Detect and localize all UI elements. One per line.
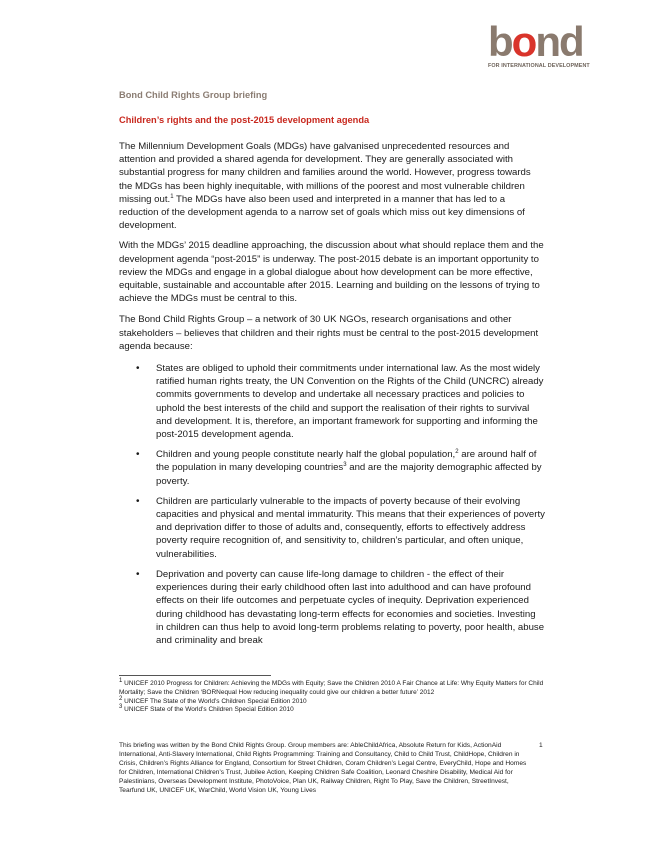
bullet-icon: •: [136, 449, 140, 461]
bullet-icon: •: [136, 568, 140, 580]
body-text: [119, 140, 545, 353]
logo-tagline: FOR INTERNATIONAL DEVELOPMENT: [488, 63, 590, 69]
list-item: • Deprivation and poverty can cause life-long damage to children - the effect of their experiences during their early childhood often last into adulthood and can have profound effects on their life outcomes and perpetuate cycles of inequity. Deprivation experienced during childhood has devastating long-term effects for economies and societies. Investing in children can thus help to avoid long-term problems relating to poverty, poor health, abuse and criminality and break: [136, 568, 545, 646]
paragraph-group: The Bond Child Rights Group – a network of 30 UK NGOs, research organisations and other stakeholders – believes that children and their rights must be central to the post-2015 development agenda because:: [119, 314, 539, 352]
logo-wordmark: bond: [488, 18, 583, 65]
page-number: 1: [539, 742, 543, 749]
main-content: [119, 89, 545, 654]
paragraph-post-2015: With the MDGs’ 2015 deadline approaching, the discussion about what should replace them and the development agenda “post-2015” is underway. The post-2015 debate is an important opportunity to review the MDGs and engage in a global dialogue about how development can be more effective, equitable, sustainable and accountable after 2015. Learning and building on the lessons of trying to achieve the MDGs must be central to this.: [119, 240, 544, 305]
briefing-label: Bond Child Rights Group briefing: [119, 90, 268, 100]
bullet-icon: •: [136, 495, 140, 507]
list-item: • States are obliged to uphold their commitments under international law. As the most widely ratified human rights treaty, the UN Convention on the Rights of the Child (UNCRC) already commits governments to develop and undertake all necessary practices and policies to uphold the best interests of the child and support the realisation of their rights to survival and development. It is, therefore, an important framework for supporting and informing the post-2015 development agenda.: [136, 363, 544, 441]
paragraph-intro: The Millennium Development Goals (MDGs) have galvanised unprecedented resources and attention and provided a shared agenda for development. They are generally associated with substantial progress for many children and families around the world. However, progress towards the MDGs has been highly inequitable, with millions of the poorest and most vulnerable children missing out.$^1$ The MDGs have also been used and interpreted in a manner that has led to a reduction of the development agenda to a narrow set of goals which miss out key dimensions of development.: [119, 141, 531, 232]
footnotes: [119, 677, 549, 715]
members-note: This briefing was written by the Bond Child Rights Group. Group members are: AbleChildAfrica, Absolute Return for Kids, ActionAid International, Anti-Slavery International, Child Rights Programming: Training and Consultancy, Child to Child Trust, ChildHope, Children in Crisis, Children’s Rights Alliance for England, Consortium for Street Children, Coram Children’s Legal Centre, EveryChild, Hope and Homes for Children, International Children’s Trust, Jubilee Action, Keeping Children Safe Coalition, Leonard Cheshire Disability, Medical Aid for Palestinians, Overseas Development Institute, PhotoVoice, Plan UK, Railway Children, Right To Play, Save the Children, StreetInvest, Tearfund UK, UNICEF UK, WarChild, World Vision UK, Young Lives: [119, 742, 527, 794]
list-item: • Children are particularly vulnerable to the impacts of poverty because of their evolving capacities and physical and mental immaturity. This means that their experiences of poverty and deprivation differ to those of adults and, consequently, efforts to effectively address poverty require recognition of, and sensitivity to, children’s particular, and often unique, vulnerabilities.: [136, 495, 545, 560]
bullet-icon: •: [136, 363, 140, 375]
footnote-2: $^2$ UNICEF The State of the World’s Children Special Edition 2010: [119, 695, 307, 705]
footnote-3: $^3$ UNICEF State of the World’s Children Special Edition 2010: [119, 704, 294, 714]
footnote-ref-1: 1: [170, 193, 174, 200]
footnote-divider: [119, 675, 271, 676]
footnote-ref-3: 3: [343, 462, 347, 469]
footnote-1: $^1$ UNICEF 2010 Progress for Children: Achieving the MDGs with Equity; Save the Children 2010 A Fair Chance at Life: Why Equity Matters for Child Mortality; Save the Children ‘BORNequal How reducing inequality could give our children a better future’ 2012: [119, 677, 544, 696]
page-title: Children’s rights and the post-2015 development agenda: [119, 115, 370, 125]
reasons-list: [119, 362, 545, 647]
list-item: • Children and young people constitute nearly half the global population,$^2$ are around half of the population in many developing countries$^3$ and are the majority demographic affected by poverty.: [136, 449, 542, 487]
bond-logo: [488, 18, 600, 69]
footnote-ref-2: 2: [455, 449, 459, 456]
